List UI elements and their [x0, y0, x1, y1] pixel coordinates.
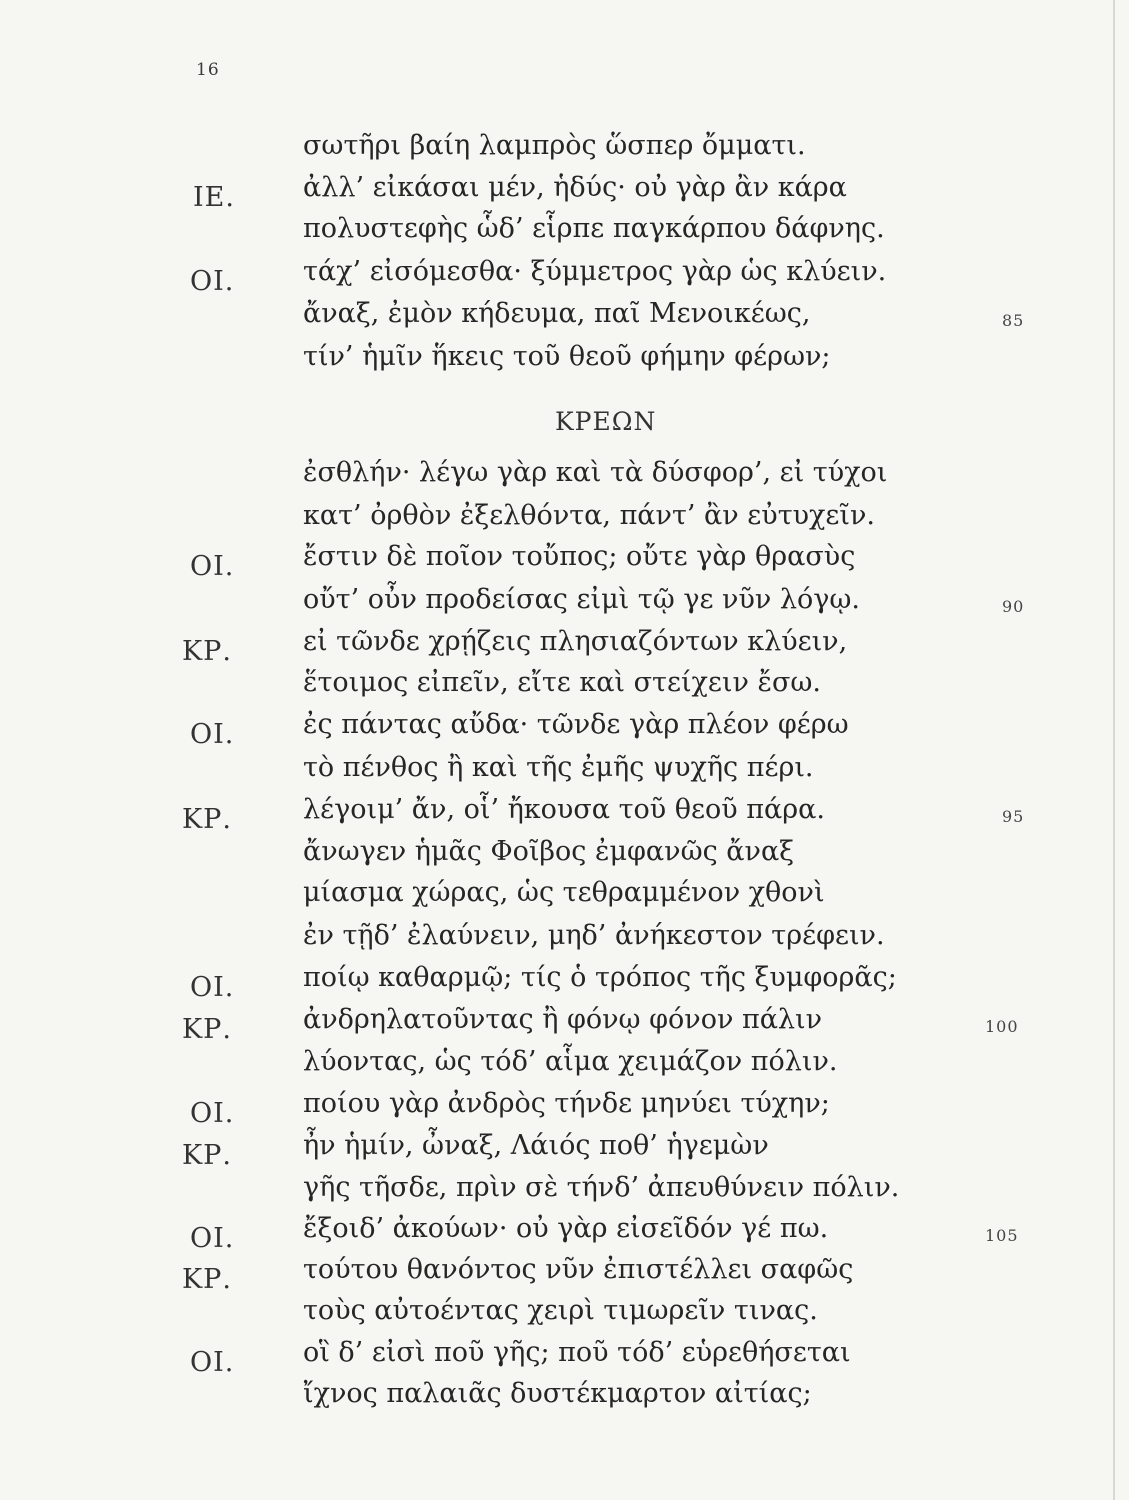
verse-line — [0, 1088, 1129, 1128]
speaker-label: ΙΕ. — [193, 182, 235, 213]
verse-line — [0, 130, 1129, 170]
verse-text: τὸ πένθος ἢ καὶ τῆς ἐμῆς ψυχῆς πέρι. — [303, 752, 814, 783]
verse-text: ἀνδρηλατοῦντας ἢ φόνῳ φόνον πάλιν — [303, 1004, 823, 1035]
line-number: 90 — [1002, 597, 1025, 616]
verse-line — [0, 341, 1129, 381]
verse-text: οὔτ’ οὖν προδείσας εἰμὶ τῷ γε νῦν λόγῳ. — [303, 584, 860, 615]
verse-text: ἀλλ’ εἰκάσαι μέν, ἡδύς· οὐ γὰρ ἂν κάρα — [303, 172, 847, 203]
verse-text: μίασμα χώρας, ὡς τεθραμμένον χθονὶ — [303, 877, 825, 908]
verse-line — [0, 626, 1129, 666]
verse-text: τούτου θανόντος νῦν ἐπιστέλλει σαφῶς — [303, 1254, 854, 1285]
verse-text: ἐσθλήν· λέγω γὰρ καὶ τὰ δύσφορ’, εἰ τύχοι — [303, 457, 888, 488]
verse-line — [0, 1213, 1129, 1253]
speaker-label: ΚΡ. — [182, 1264, 232, 1295]
speaker-label: ΚΡ. — [182, 636, 232, 667]
speaker-label: ΟΙ. — [190, 1223, 235, 1254]
verse-line — [0, 962, 1129, 1002]
speaker-label: ΚΡ. — [182, 804, 232, 835]
verse-line — [0, 256, 1129, 296]
verse-line — [0, 1172, 1129, 1212]
verse-text: ποίῳ καθαρμῷ; τίς ὁ τρόπος τῆς ξυμφορᾶς; — [303, 962, 897, 993]
verse-line — [0, 541, 1129, 581]
verse-line — [0, 298, 1129, 338]
verse-line — [0, 752, 1129, 792]
line-number: 100 — [985, 1017, 1019, 1036]
speaker-label: ΟΙ. — [190, 972, 235, 1003]
verse-line — [0, 794, 1129, 834]
verse-line — [0, 1004, 1129, 1044]
verse-line — [0, 1130, 1129, 1170]
speaker-label: ΟΙ. — [190, 1347, 235, 1378]
line-number: 95 — [1002, 807, 1025, 826]
verse-line — [0, 877, 1129, 917]
verse-text: λέγοιμ’ ἄν, οἷ’ ἤκουσα τοῦ θεοῦ πάρα. — [303, 794, 825, 825]
verse-text: ἄναξ, ἐμὸν κήδευμα, παῖ Μενοικέως, — [303, 298, 811, 329]
speaker-label: ΟΙ. — [190, 719, 235, 750]
speaker-label: ΟΙ. — [190, 551, 235, 582]
verse-text: ἴχνος παλαιᾶς δυστέκμαρτον αἰτίας; — [303, 1378, 812, 1409]
speaker-label: ΚΡ. — [182, 1140, 232, 1171]
verse-text: τάχ’ εἰσόμεσθα· ξύμμετρος γὰρ ὡς κλύειν. — [303, 256, 887, 287]
verse-text: τοὺς αὐτοέντας χειρὶ τιμωρεῖν τινας. — [303, 1295, 818, 1326]
verse-line — [0, 172, 1129, 212]
verse-line — [0, 213, 1129, 253]
speaker-label: ΟΙ. — [190, 1098, 235, 1129]
verse-line — [0, 1378, 1129, 1418]
verse-line — [0, 1254, 1129, 1294]
verse-line — [0, 709, 1129, 749]
verse-line — [0, 667, 1129, 707]
verse-text: ἐν τῇδ’ ἐλαύνειν, μηδ’ ἀνήκεστον τρέφειν. — [303, 920, 885, 951]
verse-text: πολυστεφὴς ὧδ’ εἷρπε παγκάρπου δάφνης. — [303, 213, 885, 244]
verse-text: λύοντας, ὡς τόδ’ αἷμα χειμάζον πόλιν. — [303, 1046, 838, 1077]
verse-text: ἔξοιδ’ ἀκούων· οὐ γὰρ εἰσεῖδόν γέ πω. — [303, 1213, 829, 1244]
line-number: 105 — [985, 1226, 1019, 1245]
verse-text: σωτῆρι βαίη λαμπρὸς ὥσπερ ὄμματι. — [303, 130, 806, 161]
verse-text: οἳ δ’ εἰσὶ ποῦ γῆς; ποῦ τόδ’ εὑρεθήσεται — [303, 1337, 851, 1368]
verse-text: ἄνωγεν ἡμᾶς Φοῖβος ἐμφανῶς ἄναξ — [303, 836, 795, 867]
verse-text: ἦν ἡμίν, ὦναξ, Λάιός ποθ’ ἡγεμὼν — [303, 1130, 769, 1161]
verse-line — [0, 1046, 1129, 1086]
line-number: 85 — [1002, 311, 1025, 330]
verse-line — [0, 500, 1129, 540]
verse-line — [0, 836, 1129, 876]
verse-text: ἕτοιμος εἰπεῖν, εἴτε καὶ στείχειν ἔσω. — [303, 667, 821, 698]
page-number: 16 — [196, 60, 220, 80]
verse-text: κατ’ ὀρθὸν ἐξελθόντα, πάντ’ ἂν εὐτυχεῖν. — [303, 500, 875, 531]
verse-line — [0, 1295, 1129, 1335]
verse-text: γῆς τῆσδε, πρὶν σὲ τήνδ’ ἀπευθύνειν πόλιν. — [303, 1172, 900, 1203]
verse-text: εἰ τῶνδε χρῄζεις πλησιαζόντων κλύειν, — [303, 626, 848, 657]
verse-text: ἔστιν δὲ ποῖον τοὔπος; οὔτε γὰρ θρασὺς — [303, 541, 856, 572]
verse-line — [0, 1337, 1129, 1377]
verse-line — [0, 457, 1129, 497]
speaker-heading: ΚΡΕΩΝ — [555, 407, 657, 436]
verse-line — [0, 920, 1129, 960]
verse-text: ἐς πάντας αὔδα· τῶνδε γὰρ πλέον φέρω — [303, 709, 849, 740]
speaker-label: ΟΙ. — [190, 266, 235, 297]
verse-text: τίν’ ἡμῖν ἥκεις τοῦ θεοῦ φήμην φέρων; — [303, 341, 831, 372]
verse-text: ποίου γὰρ ἀνδρὸς τήνδε μηνύει τύχην; — [303, 1088, 830, 1119]
speaker-label: ΚΡ. — [182, 1014, 232, 1045]
verse-line — [0, 584, 1129, 624]
